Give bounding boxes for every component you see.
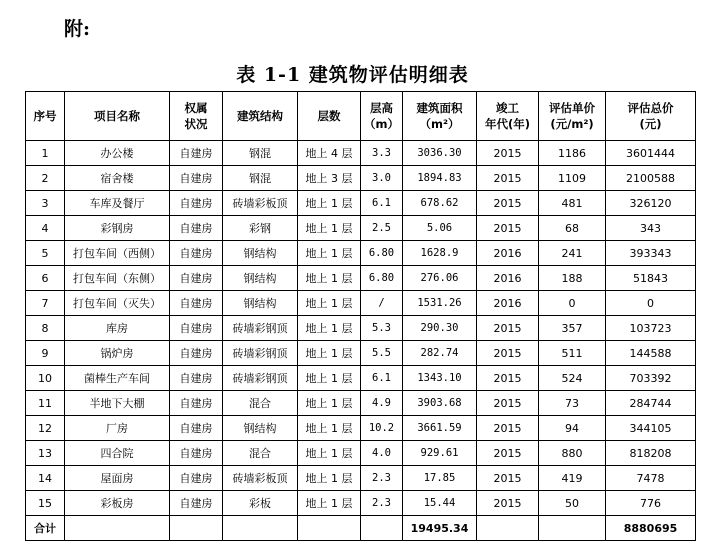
- cell-floor-height: 2.5: [361, 216, 403, 241]
- cell-ownership: 自建房: [170, 191, 223, 216]
- cell-building-area: 1343.10: [403, 366, 477, 391]
- cell-item-name: 打包车间（西侧）: [65, 241, 170, 266]
- cell-floors: 地上 3 层: [298, 166, 361, 191]
- cell-structure: 钢结构: [223, 291, 298, 316]
- cell-completion-year: 2015: [477, 341, 539, 366]
- cell-total-price: 703392: [606, 366, 696, 391]
- cell-floors: 地上 1 层: [298, 466, 361, 491]
- cell-ownership: 自建房: [170, 416, 223, 441]
- cell-floor-height: 10.2: [361, 416, 403, 441]
- cell-unit-price: 419: [539, 466, 606, 491]
- total-row: [26, 516, 696, 541]
- cell-ownership: 自建房: [170, 341, 223, 366]
- cell-floor-height: 2.3: [361, 466, 403, 491]
- cell-seq: 8: [26, 316, 65, 341]
- cell-building-area: 17.85: [403, 466, 477, 491]
- cell-unit-price: 50: [539, 491, 606, 516]
- cell-floor-height: [361, 516, 403, 541]
- cell-building-area: 1628.9: [403, 241, 477, 266]
- cell-total-price: 776: [606, 491, 696, 516]
- cell-ownership: 自建房: [170, 391, 223, 416]
- cell-seq: 15: [26, 491, 65, 516]
- cell-total-price: 144588: [606, 341, 696, 366]
- cell-seq: 2: [26, 166, 65, 191]
- cell-floor-height: 6.80: [361, 241, 403, 266]
- cell-ownership: 自建房: [170, 316, 223, 341]
- cell-total-price: 7478: [606, 466, 696, 491]
- table-row: [26, 141, 696, 166]
- cell-floors: 地上 1 层: [298, 441, 361, 466]
- cell-building-area: 19495.34: [403, 516, 477, 541]
- cell-completion-year: 2015: [477, 366, 539, 391]
- table-row: [26, 266, 696, 291]
- cell-total-price: 326120: [606, 191, 696, 216]
- cell-completion-year: 2015: [477, 141, 539, 166]
- cell-floor-height: 3.0: [361, 166, 403, 191]
- cell-ownership: [170, 516, 223, 541]
- cell-unit-price: 68: [539, 216, 606, 241]
- cell-floors: 地上 1 层: [298, 216, 361, 241]
- cell-floors: 地上 1 层: [298, 241, 361, 266]
- table-body: [26, 141, 696, 541]
- table-row: [26, 316, 696, 341]
- cell-floor-height: 6.1: [361, 366, 403, 391]
- header-completion-year: 竣工 年代(年): [477, 92, 539, 141]
- cell-ownership: 自建房: [170, 241, 223, 266]
- table-row: [26, 441, 696, 466]
- cell-floors: 地上 1 层: [298, 391, 361, 416]
- header-seq: 序号: [26, 92, 65, 141]
- cell-unit-price: 241: [539, 241, 606, 266]
- cell-item-name: 车库及餐厅: [65, 191, 170, 216]
- cell-seq: 11: [26, 391, 65, 416]
- cell-unit-price: 511: [539, 341, 606, 366]
- header-building-area: 建筑面积 （m²）: [403, 92, 477, 141]
- table-row: [26, 241, 696, 266]
- cell-ownership: 自建房: [170, 291, 223, 316]
- cell-seq: 9: [26, 341, 65, 366]
- cell-completion-year: 2015: [477, 441, 539, 466]
- cell-item-name: [65, 516, 170, 541]
- header-floors: 层数: [298, 92, 361, 141]
- cell-seq: 12: [26, 416, 65, 441]
- cell-unit-price: 73: [539, 391, 606, 416]
- cell-completion-year: [477, 516, 539, 541]
- cell-floors: 地上 1 层: [298, 416, 361, 441]
- cell-floors: 地上 1 层: [298, 366, 361, 391]
- table-title: 表 1-1 建筑物评估明细表: [236, 64, 469, 86]
- cell-item-name: 屋面房: [65, 466, 170, 491]
- cell-structure: 混合: [223, 441, 298, 466]
- header-unit-price: 评估单价 (元/m²): [539, 92, 606, 141]
- cell-item-name: 彩钢房: [65, 216, 170, 241]
- cell-completion-year: 2015: [477, 416, 539, 441]
- cell-total-price: 393343: [606, 241, 696, 266]
- cell-structure: [223, 516, 298, 541]
- cell-total-price: 343: [606, 216, 696, 241]
- cell-total-price: 103723: [606, 316, 696, 341]
- table-row: [26, 491, 696, 516]
- cell-completion-year: 2016: [477, 266, 539, 291]
- cell-total-price: 3601444: [606, 141, 696, 166]
- cell-unit-price: 524: [539, 366, 606, 391]
- cell-floors: 地上 1 层: [298, 316, 361, 341]
- cell-building-area: 15.44: [403, 491, 477, 516]
- cell-floor-height: 5.3: [361, 316, 403, 341]
- cell-structure: 钢结构: [223, 241, 298, 266]
- cell-completion-year: 2015: [477, 491, 539, 516]
- cell-item-name: 打包车间（灭失）: [65, 291, 170, 316]
- cell-building-area: 290.30: [403, 316, 477, 341]
- attachment-label: 附:: [64, 18, 91, 40]
- cell-completion-year: 2015: [477, 316, 539, 341]
- cell-unit-price: [539, 516, 606, 541]
- header-item-name: 项目名称: [65, 92, 170, 141]
- table-row: [26, 216, 696, 241]
- table-row: [26, 391, 696, 416]
- cell-unit-price: 94: [539, 416, 606, 441]
- cell-seq: 7: [26, 291, 65, 316]
- cell-seq: 10: [26, 366, 65, 391]
- cell-item-name: 打包车间（东侧）: [65, 266, 170, 291]
- cell-floors: [298, 516, 361, 541]
- table-row: [26, 166, 696, 191]
- cell-item-name: 库房: [65, 316, 170, 341]
- cell-structure: 钢结构: [223, 266, 298, 291]
- cell-building-area: 5.06: [403, 216, 477, 241]
- cell-structure: 彩钢: [223, 216, 298, 241]
- cell-total-price: 284744: [606, 391, 696, 416]
- cell-floors: 地上 1 层: [298, 266, 361, 291]
- table-row: [26, 466, 696, 491]
- header-ownership: 权属 状况: [170, 92, 223, 141]
- cell-floor-height: 3.3: [361, 141, 403, 166]
- cell-building-area: 282.74: [403, 341, 477, 366]
- table-row: [26, 191, 696, 216]
- cell-seq: 6: [26, 266, 65, 291]
- cell-item-name: 宿舍楼: [65, 166, 170, 191]
- cell-floor-height: 6.1: [361, 191, 403, 216]
- cell-structure: 砖墙彩板顶: [223, 466, 298, 491]
- cell-unit-price: 188: [539, 266, 606, 291]
- cell-ownership: 自建房: [170, 441, 223, 466]
- cell-ownership: 自建房: [170, 266, 223, 291]
- cell-item-name: 菌棒生产车间: [65, 366, 170, 391]
- table-row: [26, 291, 696, 316]
- cell-structure: 钢结构: [223, 416, 298, 441]
- cell-total-price: 2100588: [606, 166, 696, 191]
- cell-unit-price: 357: [539, 316, 606, 341]
- cell-floor-height: 6.80: [361, 266, 403, 291]
- table-row: [26, 366, 696, 391]
- cell-building-area: 3903.68: [403, 391, 477, 416]
- cell-completion-year: 2015: [477, 466, 539, 491]
- cell-structure: 砖墙彩钢顶: [223, 316, 298, 341]
- cell-floors: 地上 1 层: [298, 291, 361, 316]
- cell-structure: 混合: [223, 391, 298, 416]
- header-floor-height: 层高 （m）: [361, 92, 403, 141]
- cell-building-area: 1894.83: [403, 166, 477, 191]
- cell-seq: 14: [26, 466, 65, 491]
- cell-seq: 1: [26, 141, 65, 166]
- cell-unit-price: 880: [539, 441, 606, 466]
- cell-item-name: 半地下大棚: [65, 391, 170, 416]
- cell-total-price: 0: [606, 291, 696, 316]
- cell-floor-height: 4.9: [361, 391, 403, 416]
- cell-total-price: 51843: [606, 266, 696, 291]
- cell-item-name: 四合院: [65, 441, 170, 466]
- table-row: [26, 416, 696, 441]
- cell-total-price: 344105: [606, 416, 696, 441]
- cell-ownership: 自建房: [170, 166, 223, 191]
- cell-unit-price: 481: [539, 191, 606, 216]
- cell-completion-year: 2015: [477, 391, 539, 416]
- cell-structure: 彩板: [223, 491, 298, 516]
- cell-floor-height: 4.0: [361, 441, 403, 466]
- cell-seq: 5: [26, 241, 65, 266]
- cell-unit-price: 0: [539, 291, 606, 316]
- cell-building-area: 3661.59: [403, 416, 477, 441]
- cell-floors: 地上 1 层: [298, 491, 361, 516]
- cell-seq: 4: [26, 216, 65, 241]
- cell-item-name: 彩板房: [65, 491, 170, 516]
- cell-building-area: 678.62: [403, 191, 477, 216]
- cell-unit-price: 1109: [539, 166, 606, 191]
- cell-floors: 地上 1 层: [298, 191, 361, 216]
- header-structure: 建筑结构: [223, 92, 298, 141]
- cell-completion-year: 2016: [477, 241, 539, 266]
- cell-ownership: 自建房: [170, 216, 223, 241]
- cell-floors: 地上 1 层: [298, 341, 361, 366]
- cell-seq: 合计: [26, 516, 65, 541]
- cell-item-name: 办公楼: [65, 141, 170, 166]
- cell-structure: 砖墙彩钢顶: [223, 366, 298, 391]
- header-row: [26, 92, 696, 141]
- cell-seq: 13: [26, 441, 65, 466]
- cell-completion-year: 2015: [477, 191, 539, 216]
- header-total-price: 评估总价 (元): [606, 92, 696, 141]
- cell-floor-height: /: [361, 291, 403, 316]
- cell-ownership: 自建房: [170, 366, 223, 391]
- cell-item-name: 厂房: [65, 416, 170, 441]
- cell-unit-price: 1186: [539, 141, 606, 166]
- cell-structure: 钢混: [223, 141, 298, 166]
- cell-ownership: 自建房: [170, 466, 223, 491]
- cell-building-area: 1531.26: [403, 291, 477, 316]
- cell-ownership: 自建房: [170, 491, 223, 516]
- cell-structure: 砖墙彩板顶: [223, 191, 298, 216]
- building-valuation-table: [25, 91, 696, 541]
- cell-completion-year: 2015: [477, 166, 539, 191]
- cell-seq: 3: [26, 191, 65, 216]
- cell-structure: 钢混: [223, 166, 298, 191]
- cell-floor-height: 2.3: [361, 491, 403, 516]
- cell-structure: 砖墙彩钢顶: [223, 341, 298, 366]
- cell-total-price: 818208: [606, 441, 696, 466]
- cell-building-area: 3036.30: [403, 141, 477, 166]
- cell-floors: 地上 4 层: [298, 141, 361, 166]
- cell-completion-year: 2016: [477, 291, 539, 316]
- cell-building-area: 929.61: [403, 441, 477, 466]
- cell-completion-year: 2015: [477, 216, 539, 241]
- cell-total-price: 8880695: [606, 516, 696, 541]
- table-row: [26, 341, 696, 366]
- cell-floor-height: 5.5: [361, 341, 403, 366]
- cell-building-area: 276.06: [403, 266, 477, 291]
- cell-ownership: 自建房: [170, 141, 223, 166]
- cell-item-name: 锅炉房: [65, 341, 170, 366]
